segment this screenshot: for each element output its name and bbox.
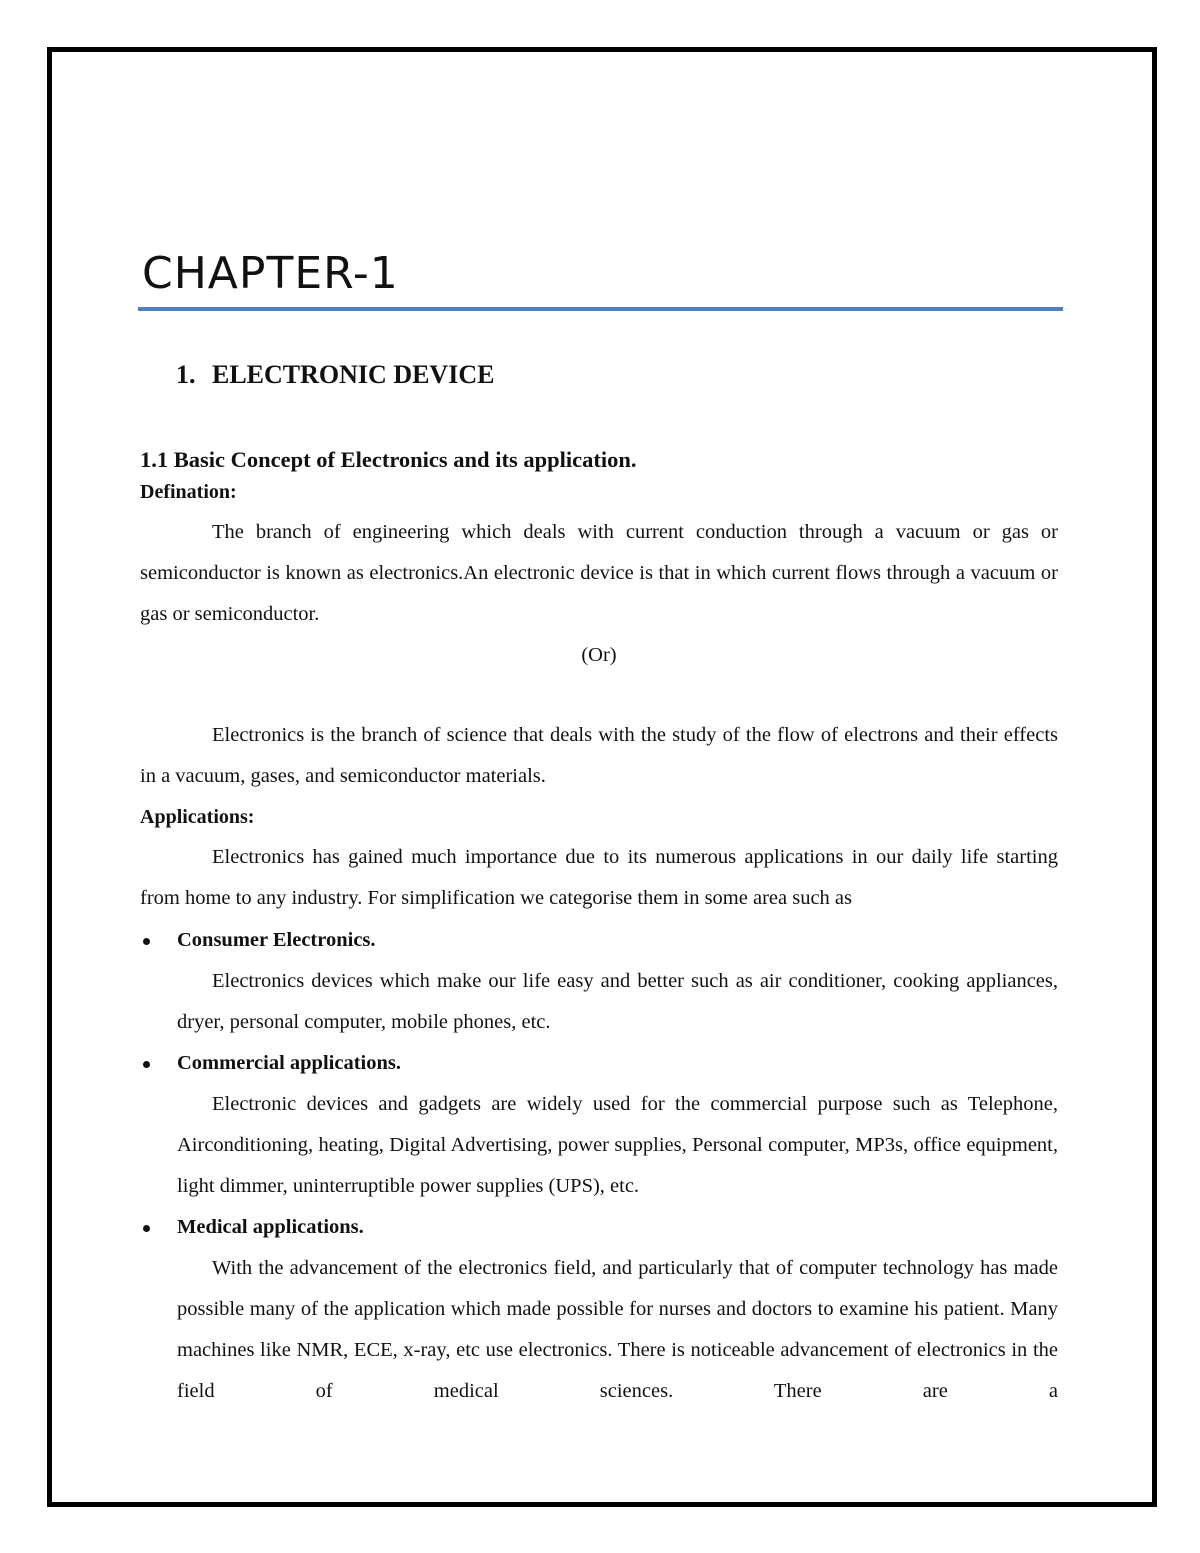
list-item bbox=[140, 1207, 1058, 1412]
bullet-title: Commercial applications. bbox=[177, 1052, 401, 1074]
section-title: ELECTRONIC DEVICE bbox=[212, 360, 495, 389]
bullet-body: Electronics devices which make our life easy and better such as air conditioner, cooking appliances, dryer, personal computer, mobile phones, etc. bbox=[177, 970, 1058, 1033]
bullet-heading bbox=[140, 1043, 1058, 1084]
bullet-heading bbox=[140, 1207, 1058, 1248]
or-separator: (Or) bbox=[581, 644, 617, 666]
list-item bbox=[140, 1043, 1058, 1207]
definition-paragraph-2: Electronics is the branch of science that deals with the study of the flow of electrons and their effects in a vacuum, gases, and semiconductor materials. bbox=[140, 724, 1058, 787]
subsection-heading: 1.1 Basic Concept of Electronics and its application. bbox=[140, 447, 637, 472]
chapter-title-rule bbox=[138, 307, 1063, 311]
list-item bbox=[140, 920, 1058, 1043]
bullet-heading bbox=[140, 920, 1058, 961]
bullet-title: Medical applications. bbox=[177, 1216, 364, 1238]
bullet-body: With the advancement of the electronics field, and particularly that of computer technology has made possible many of the application which made possible for nurses and doctors to examine his patient. Many machines like NMR, ECE, x-ray, etc use electronics. There is noticeable advancement of electronics in the field of medical sciences. There are a bbox=[177, 1257, 1058, 1402]
definition-paragraph-1: The branch of engineering which deals with current conduction through a vacuum or gas or semiconductor is known as electronics.An electronic device is that in which current flows through a vacuum or gas or semiconductor. bbox=[140, 521, 1058, 625]
chapter-title: CHAPTER-1 bbox=[142, 248, 399, 299]
section-number: 1. bbox=[176, 360, 196, 389]
definition-label: Defination: bbox=[140, 481, 237, 503]
section-heading bbox=[176, 360, 494, 390]
applications-label: Applications: bbox=[140, 806, 255, 828]
bullet-title: Consumer Electronics. bbox=[177, 929, 376, 951]
applications-intro: Electronics has gained much importance due to its numerous applications in our daily life starting from home to any industry. For simplification we categorise them in some area such as bbox=[140, 846, 1058, 909]
bullet-body: Electronic devices and gadgets are widely used for the commercial purpose such as Telephone, Airconditioning, heating, Digital Advertising, power supplies, Personal computer, MP3s, office equipment, light dimmer, uninterruptible power supplies (UPS), etc. bbox=[177, 1093, 1058, 1197]
